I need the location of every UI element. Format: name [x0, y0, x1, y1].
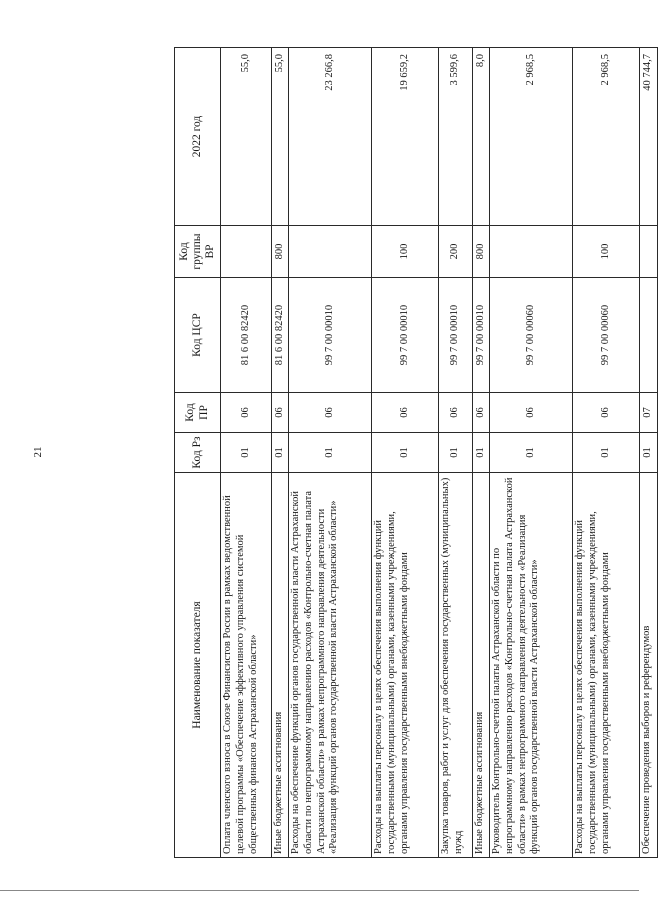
table-row [439, 48, 473, 858]
header-pr: Код ПР [175, 393, 221, 433]
row-name: Руководитель Контрольно-счетной палаты Астраханской области по непрограммному направлению расходов «Контрольно-счетная палата Астраханской области» в рамках непрограммного направления деятельности «Реализация функций органов государственной власти Астраханской области» [490, 473, 573, 858]
row-csr: 99 7 00 00010 [473, 278, 490, 393]
row-vr: 100 [573, 226, 640, 278]
table-row [473, 48, 490, 858]
row-pr: 06 [490, 393, 573, 433]
row-value: 2 968,5 [573, 48, 640, 226]
row-pr: 06 [272, 393, 289, 433]
row-name: Иные бюджетные ассигнования [473, 473, 490, 858]
header-year: 2022 год [175, 48, 221, 226]
row-name: Иные бюджетные ассигнования [272, 473, 289, 858]
table-row [372, 48, 439, 858]
row-value: 23 266,8 [289, 48, 372, 226]
row-pr: 06 [221, 393, 272, 433]
row-value: 55,0 [221, 48, 272, 226]
row-rz: 01 [289, 433, 372, 473]
row-pr: 07 [640, 393, 658, 433]
row-vr: 800 [272, 226, 289, 278]
row-pr: 06 [573, 393, 640, 433]
row-value: 40 744,7 [640, 48, 658, 226]
row-vr: 800 [473, 226, 490, 278]
row-vr [289, 226, 372, 278]
row-rz: 01 [372, 433, 439, 473]
table-row [573, 48, 640, 858]
row-vr: 200 [439, 226, 473, 278]
row-value: 2 968,5 [490, 48, 573, 226]
row-name: Оплата членского взноса в Союзе Финансистов России в рамках ведомственной целевой программы «Обеспечение эффективного управления системой общественных финансов Астраханской области» [221, 473, 272, 858]
row-vr [221, 226, 272, 278]
row-vr: 100 [372, 226, 439, 278]
row-value: 3 599,6 [439, 48, 473, 226]
table-row [490, 48, 573, 858]
scan-edge-line [0, 890, 639, 891]
row-rz: 01 [640, 433, 658, 473]
page-number: 21 [32, 446, 44, 458]
row-value: 19 659,2 [372, 48, 439, 226]
row-value: 8,0 [473, 48, 490, 226]
row-rz: 01 [573, 433, 640, 473]
row-name: Расходы на выплаты персоналу в целях обеспечения выполнения функций государственными (муниципальными) органами, казенными учреждениями, органами управления государственными внебюджетными фондами [573, 473, 640, 858]
table-row [272, 48, 289, 858]
row-pr: 06 [473, 393, 490, 433]
row-rz: 01 [490, 433, 573, 473]
table-row [640, 48, 658, 858]
row-csr: 99 7 00 00010 [439, 278, 473, 393]
table-header-row [175, 48, 221, 858]
header-name: Наименование показателя [175, 473, 221, 858]
row-csr: 81 6 00 82420 [272, 278, 289, 393]
row-rz: 01 [221, 433, 272, 473]
header-vr: Код группы ВР [175, 226, 221, 278]
row-pr: 06 [289, 393, 372, 433]
row-vr [490, 226, 573, 278]
row-rz: 01 [272, 433, 289, 473]
budget-table [174, 47, 658, 858]
row-csr: 99 7 00 00010 [289, 278, 372, 393]
row-csr [640, 278, 658, 393]
row-csr: 99 7 00 00060 [490, 278, 573, 393]
row-csr: 99 7 00 00010 [372, 278, 439, 393]
row-name: Закупка товаров, работ и услуг для обеспечения государственных (муниципальных) нужд [439, 473, 473, 858]
header-csr: Код ЦСР [175, 278, 221, 393]
row-pr: 06 [372, 393, 439, 433]
row-rz: 01 [439, 433, 473, 473]
row-csr: 81 6 00 82420 [221, 278, 272, 393]
table-row [221, 48, 272, 858]
row-name: Расходы на обеспечение функций органов государственной власти Астраханской области по непрограммному направлению расходов «Контрольно-счетная палата Астраханской области» в рамках непрограммного направления деятельности «Реализация функций органов государственной власти Астраханской области» [289, 473, 372, 858]
rotated-table-container [174, 48, 654, 858]
row-pr: 06 [439, 393, 473, 433]
row-name: Расходы на выплаты персоналу в целях обеспечения выполнения функций государственными (муниципальными) органами, казенными учреждениями, органами управления государственными внебюджетными фондами [372, 473, 439, 858]
table-row [289, 48, 372, 858]
row-vr [640, 226, 658, 278]
header-rz: Код Рз [175, 433, 221, 473]
row-name: Обеспечение проведения выборов и референдумов [640, 473, 658, 858]
row-csr: 99 7 00 00060 [573, 278, 640, 393]
row-value: 55,0 [272, 48, 289, 226]
row-rz: 01 [473, 433, 490, 473]
